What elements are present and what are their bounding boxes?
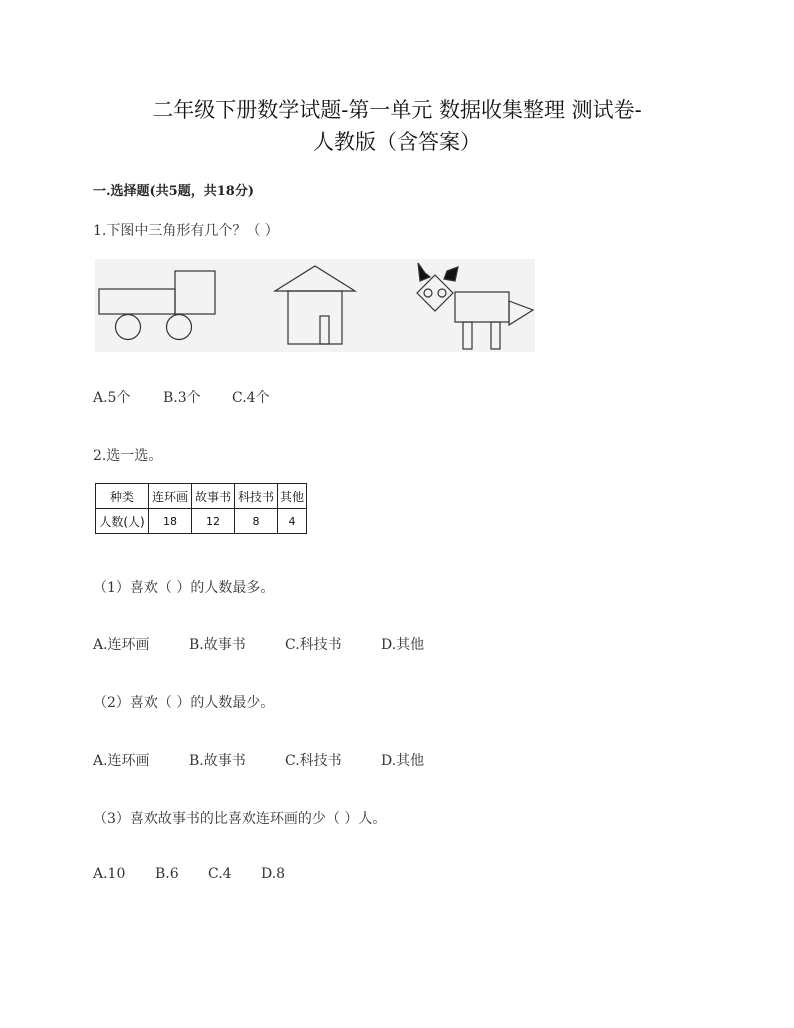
page-title-line1: 二年级下册数学试题-第一单元 数据收集整理 测试卷- — [152, 98, 642, 122]
option-b[interactable]: B.故事书 — [189, 753, 246, 769]
option-a[interactable]: A.5个 — [93, 390, 131, 406]
table-header-cell: 连环画 — [149, 484, 192, 509]
truck-wheel-left — [116, 315, 141, 340]
table-cell: 18 — [149, 509, 192, 534]
shapes-figure — [95, 259, 535, 352]
animal-leg-left — [463, 322, 472, 349]
animal-body — [455, 292, 509, 322]
sub-question-1-text: （1）喜欢（ ）的人数最多。 — [93, 580, 275, 596]
house-door — [320, 316, 329, 344]
table-row — [96, 509, 307, 534]
option-a[interactable]: A.连环画 — [93, 637, 150, 653]
option-b[interactable]: B.故事书 — [189, 637, 246, 653]
animal-ear-right — [444, 267, 458, 281]
animal-leg-right — [491, 322, 500, 349]
option-c[interactable]: C.4个 — [232, 390, 270, 406]
option-c[interactable]: C.4 — [208, 866, 232, 882]
option-a[interactable]: A.10 — [93, 866, 126, 882]
sub-question-2-options — [93, 750, 424, 770]
sub-question-3-text: （3）喜欢故事书的比喜欢连环画的少（ ）人。 — [93, 811, 387, 827]
truck-wheel-right — [167, 315, 192, 340]
table-cell: 12 — [192, 509, 235, 534]
option-a[interactable]: A.连环画 — [93, 753, 150, 769]
option-b[interactable]: B.3个 — [163, 390, 201, 406]
house-roof — [275, 266, 355, 291]
option-d[interactable]: D.8 — [261, 866, 286, 882]
truck-body — [99, 289, 175, 314]
table-cell: 8 — [235, 509, 278, 534]
option-c[interactable]: C.科技书 — [285, 753, 342, 769]
sub-question-2-text: （2）喜欢（ ）的人数最少。 — [93, 695, 275, 711]
animal-ear-left — [418, 263, 430, 281]
sub-question-1-options — [93, 634, 424, 654]
table-header-cell: 其他 — [278, 484, 307, 509]
house-wall — [288, 291, 342, 344]
animal-eye-right — [438, 289, 446, 297]
animal-tail — [509, 301, 533, 325]
table-header-cell: 故事书 — [192, 484, 235, 509]
truck-cab — [175, 271, 215, 314]
question-1-text: 1.下图中三角形有几个？（ ） — [93, 223, 279, 239]
option-c[interactable]: C.科技书 — [285, 637, 342, 653]
question-2-text: 2.选一选。 — [93, 448, 163, 464]
option-b[interactable]: B.6 — [155, 866, 179, 882]
section-heading: 一.选择题(共5题，共18分) — [93, 184, 254, 199]
table-header-row — [96, 484, 307, 509]
data-table — [95, 483, 307, 534]
table-cell: 4 — [278, 509, 307, 534]
option-d[interactable]: D.其他 — [381, 637, 425, 653]
table-row-label: 人数(人) — [96, 509, 149, 534]
sub-question-3-options — [93, 866, 285, 882]
page-title-line2: 人教版（含答案） — [313, 130, 481, 154]
option-d[interactable]: D.其他 — [381, 753, 425, 769]
question-1-options — [93, 387, 270, 407]
table-header-cell: 科技书 — [235, 484, 278, 509]
table-header-cell: 种类 — [96, 484, 149, 509]
animal-eye-left — [424, 289, 432, 297]
question-1-figure — [95, 259, 535, 352]
